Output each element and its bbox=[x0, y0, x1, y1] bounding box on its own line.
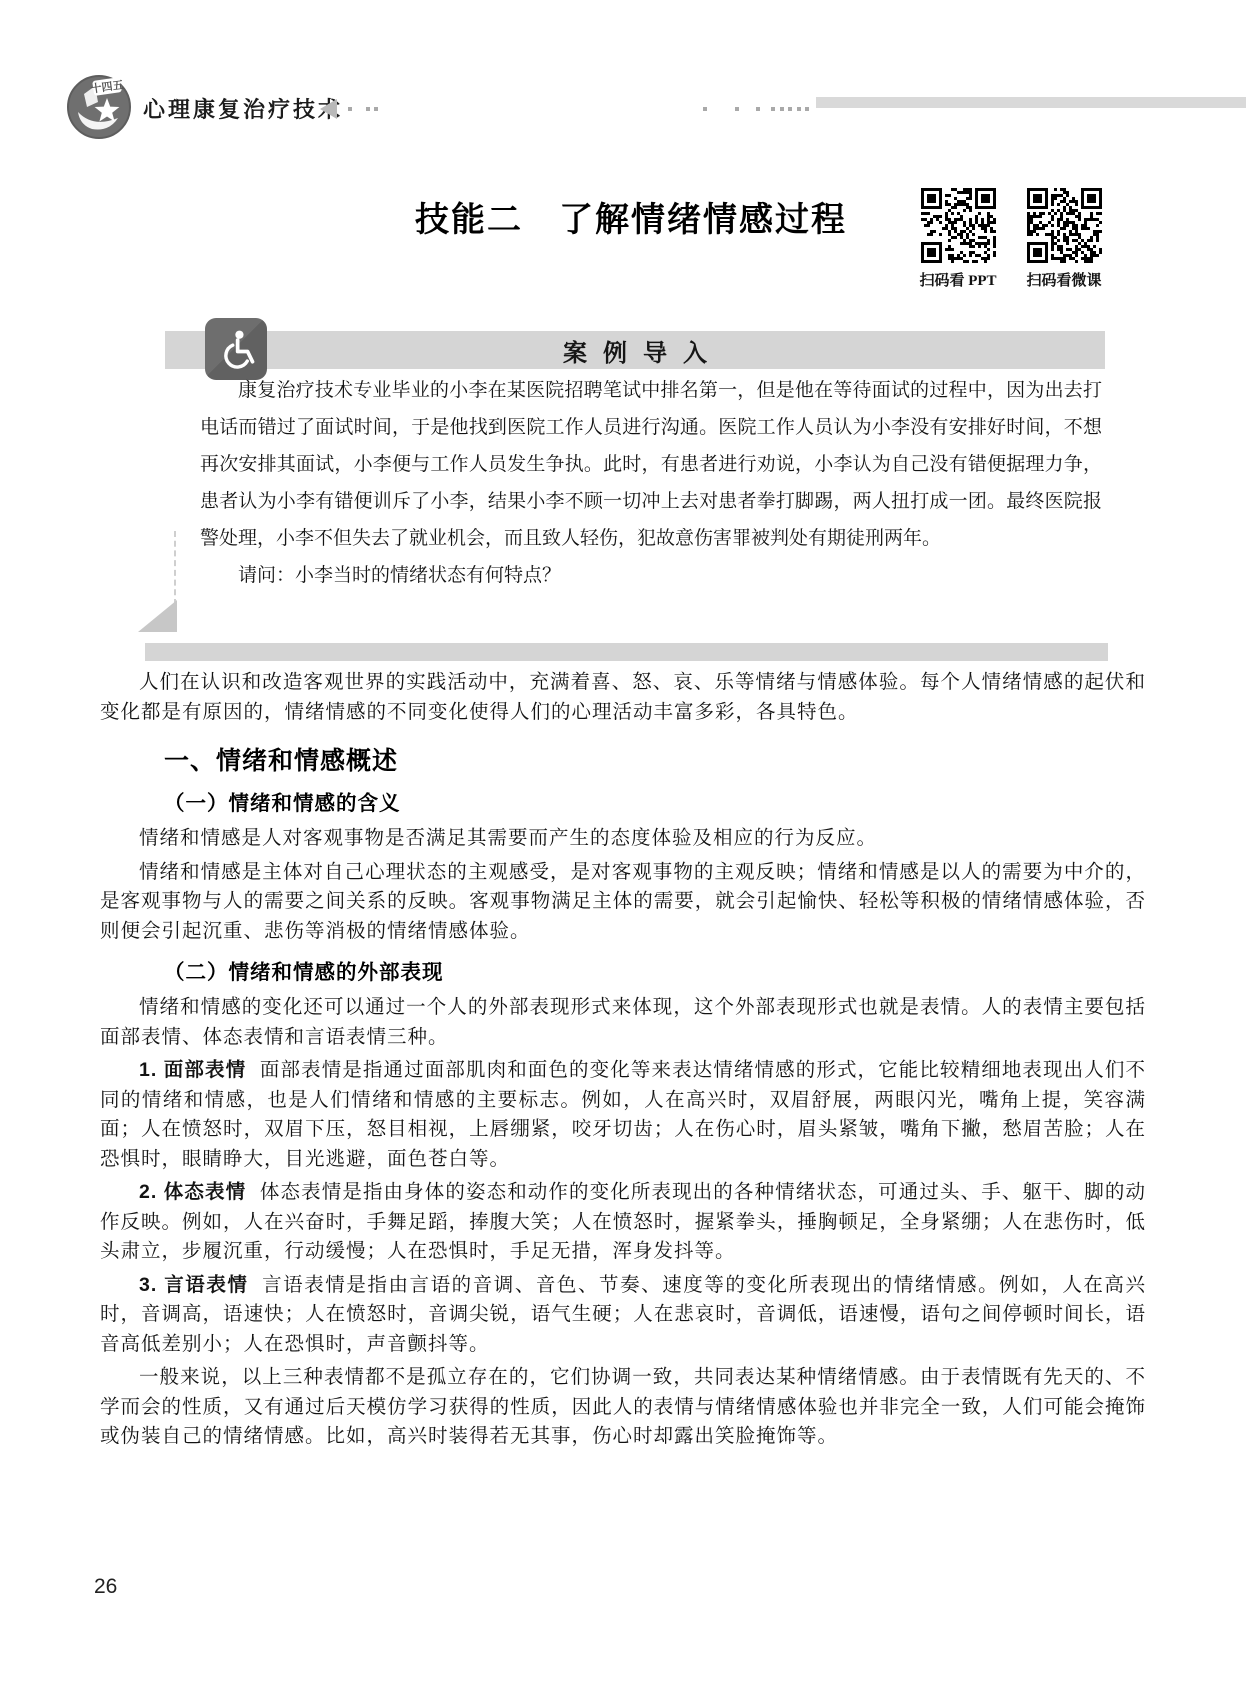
expression-paragraph-3 bbox=[100, 1271, 1146, 1360]
wheelchair-badge bbox=[205, 318, 267, 380]
closing-paragraph: 一般来说，以上三种表情都不是孤立存在的，它们协调一致，共同表达某种情绪情感。由于表情既有先天的、不学而会的性质，又有通过后天模仿学习获得的性质，因此人的表情与情绪情感体验也并非完全一致，人们可能会掩饰或伪装自己的情绪情感。比如，高兴时装得若无其事，伤心时却露出笑脸掩饰等。 bbox=[100, 1367, 1146, 1447]
chapter-title: 技能二 了解情绪情感过程 bbox=[415, 201, 847, 239]
dot bbox=[788, 107, 792, 111]
dot bbox=[348, 107, 352, 111]
dot bbox=[780, 107, 784, 111]
expression-text-1: 面部表情是指通过面部肌肉和面色的变化等来表达情绪情感的形式，它能比较精细地表现出人们不同的情绪和情感，也是人们情绪和情感的主要标志。例如，人在高兴时，双眉舒展，两眼闪光，嘴角上提，笑容满面；人在愤怒时，双眉下压，怒目相视，上唇绷紧，咬牙切齿；人在伤心时，眉头紧皱，嘴角下撇，愁眉苦脸；人在恐惧时，眼睛睁大，目光逃避，面色苍白等。 bbox=[100, 1060, 1146, 1170]
case-text bbox=[200, 372, 1102, 594]
wheelchair-icon bbox=[214, 327, 258, 371]
qr-code-weike-icon bbox=[1027, 188, 1102, 263]
page-number: 26 bbox=[94, 1575, 118, 1598]
qr-block-ppt bbox=[918, 188, 998, 290]
series-logo-icon bbox=[66, 74, 132, 140]
paragraph: 情绪和情感是主体对自己心理状态的主观感受，是对客观事物的主观反映；情绪和情感是以人的需要为中介的，是客观事物与人的需要之间关系的反映。客观事物满足主体的需要，就会引起愉快、轻松等积极的情绪情感体验，否则便会引起沉重、悲伤等消极的情绪情感体验。 bbox=[100, 861, 1146, 942]
section-heading-1: 一、情绪和情感概述 bbox=[164, 747, 399, 775]
dot bbox=[797, 107, 801, 111]
dot bbox=[771, 107, 775, 111]
book-title: 心理康复治疗技术 bbox=[143, 97, 344, 122]
qr-caption-weike: 扫码看微课 bbox=[1026, 273, 1102, 289]
dot bbox=[374, 107, 378, 111]
expression-label-3: 3. 言语表情 bbox=[139, 1273, 249, 1296]
logo-badge-text: 十四五 bbox=[90, 79, 125, 96]
case-question: 请问：小李当时的情绪状态有何特点？ bbox=[238, 565, 562, 586]
subsection-heading-1: （一）情绪和情感的含义 bbox=[164, 792, 401, 815]
expression-paragraph-1 bbox=[100, 1056, 1146, 1174]
left-arrow-icon bbox=[320, 99, 337, 119]
case-banner bbox=[165, 331, 1105, 369]
dot bbox=[366, 107, 370, 111]
expression-label-1: 1. 面部表情 bbox=[139, 1059, 247, 1081]
qr-code-ppt-icon bbox=[921, 188, 996, 263]
expression-text-3: 言语表情是指由言语的音调、音色、节奏、速度等的变化所表现出的情绪情感。例如，人在高兴时，音调高，语速快；人在愤怒时，音调尖锐，语气生硬；人在悲哀时，音调低，语速慢，语句之间停顿时间长，语音高低差别小；人在恐惧时，声音颤抖等。 bbox=[100, 1274, 1146, 1355]
intro-paragraph: 人们在认识和改造客观世界的实践活动中，充满着喜、怒、哀、乐等情绪与情感体验。每个人情绪情感的起伏和变化都是有原因的，情绪情感的不同变化使得人们的心理活动丰富多彩，各具特色。 bbox=[100, 672, 1146, 723]
paragraph: 情绪和情感是人对客观事物是否满足其需要而产生的态度体验及相应的行为反应。 bbox=[139, 828, 878, 849]
page-header bbox=[0, 0, 1246, 150]
dot bbox=[735, 107, 739, 111]
dot bbox=[703, 107, 707, 111]
subsection-heading-2: （二）情绪和情感的外部表现 bbox=[164, 961, 444, 984]
expression-text-2: 体态表情是指由身体的姿态和动作的变化所表现出的各种情绪状态，可通过头、手、躯干、脚的动作反映。例如，人在兴奋时，手舞足蹈，捧腹大笑；人在愤怒时，握紧拳头，捶胸顿足，全身紧绷；人在悲伤时，低头肃立，步履沉重，行动缓慢；人在恐惧时，手足无措，浑身发抖等。 bbox=[100, 1182, 1146, 1262]
paragraph: 情绪和情感的变化还可以通过一个人的外部表现形式来体现，这个外部表现形式也就是表情。人的表情主要包括面部表情、体态表情和言语表情三种。 bbox=[100, 997, 1146, 1048]
expression-label-2: 2. 体态表情 bbox=[139, 1181, 247, 1203]
case-paragraph: 康复治疗技术专业毕业的小李在某医院招聘笔试中排名第一，但是他在等待面试的过程中，因为出去打电话而错过了面试时间，于是他找到医院工作人员进行沟通。医院工作人员认为小李没有安排好时间，不想再次安排其面试，小李便与工作人员发生争执。此时，有患者进行劝说，小李认为自己没有错便据理力争，患者认为小李有错便训斥了小李，结果小李不顾一切冲上去对患者拳打脚踢，两人扭打成一团。最终医院报警处理，小李不但失去了就业机会，而且致人轻伤，犯故意伤害罪被判处有期徒刑两年。 bbox=[200, 380, 1102, 549]
fold-triangle-decoration bbox=[138, 600, 177, 632]
dot bbox=[805, 107, 809, 111]
dashed-edge-decoration bbox=[174, 531, 176, 605]
qr-caption-ppt: 扫码看 PPT bbox=[919, 273, 997, 289]
case-bottom-bar bbox=[145, 643, 1108, 661]
case-banner-title: 案例导入 bbox=[563, 340, 723, 367]
header-rule bbox=[816, 97, 1246, 108]
qr-block-weike bbox=[1024, 188, 1104, 290]
expression-paragraph-2 bbox=[100, 1178, 1146, 1267]
body-column bbox=[100, 668, 1146, 1452]
dot bbox=[756, 107, 760, 111]
